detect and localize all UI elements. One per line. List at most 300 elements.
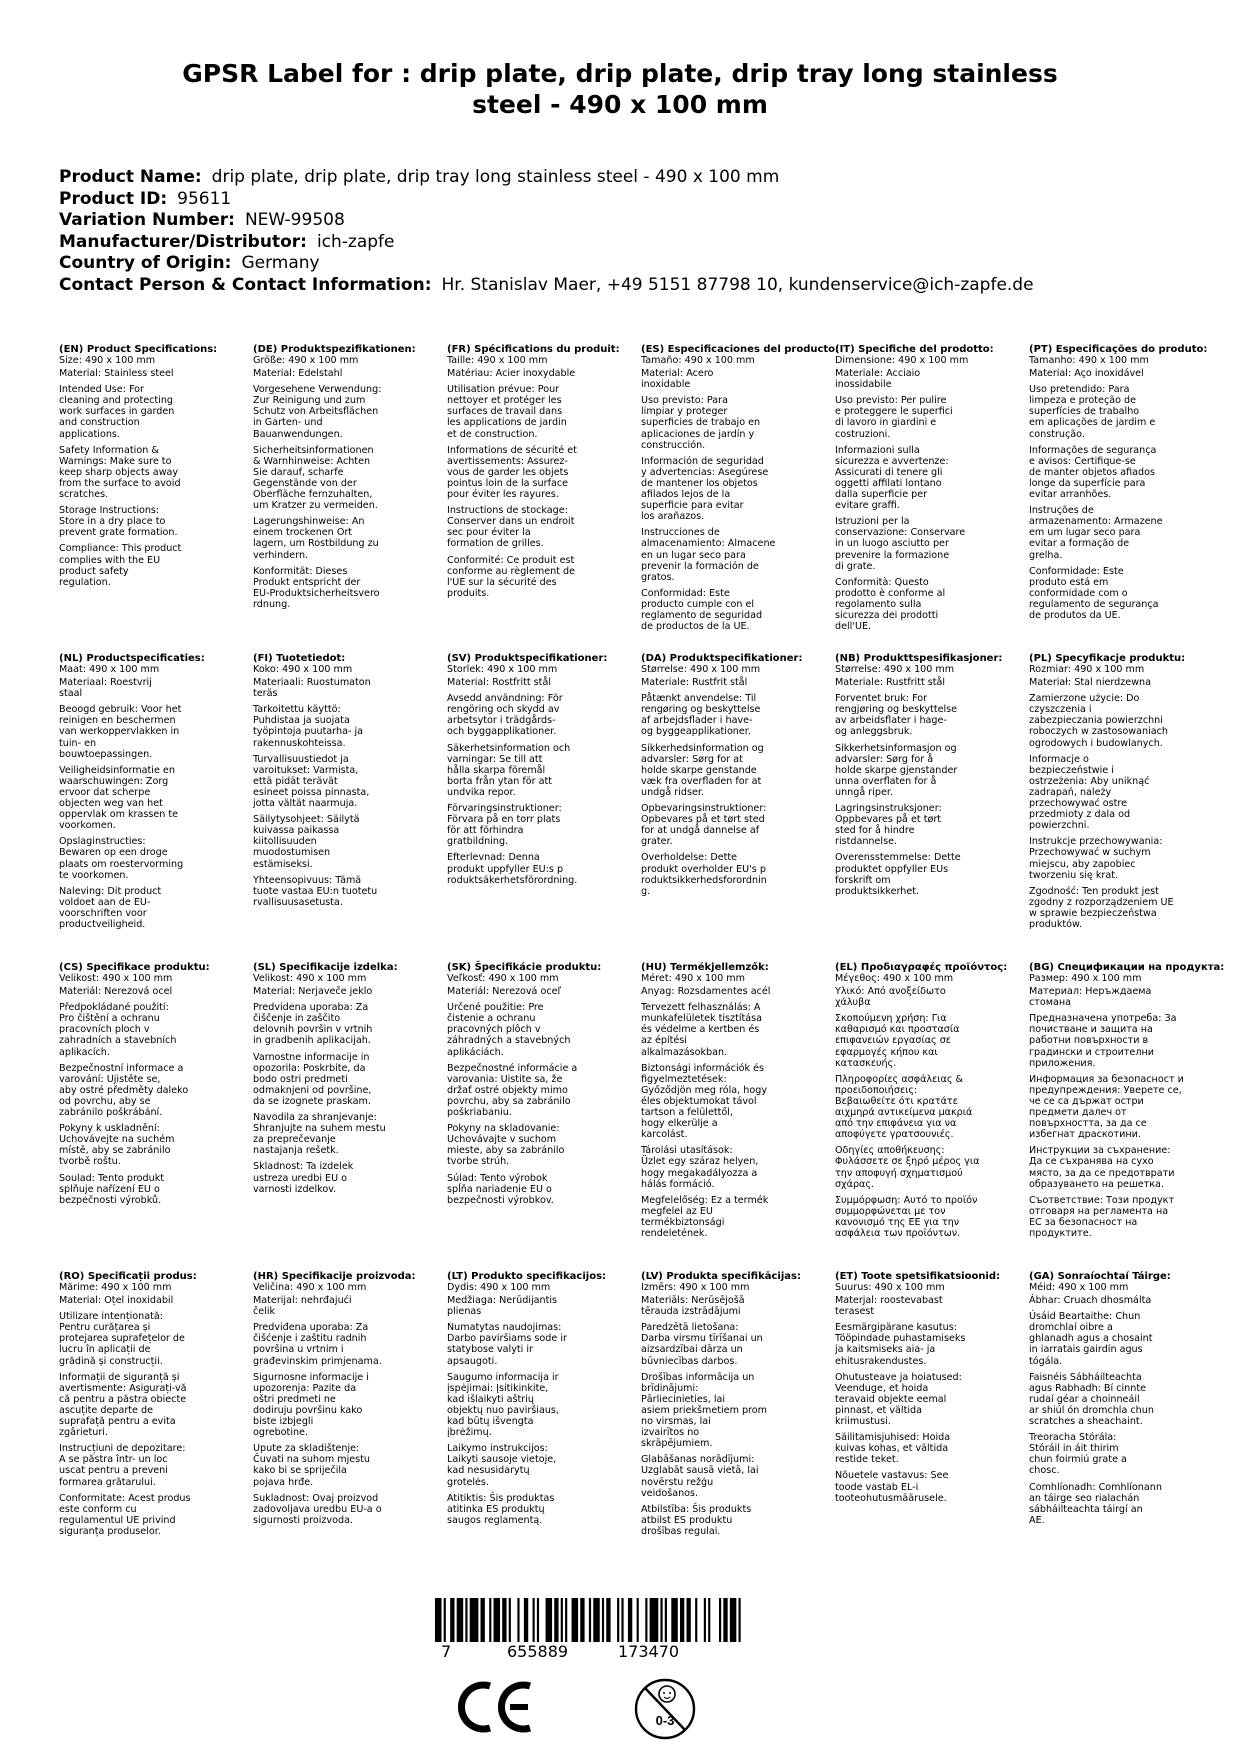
spec-line: holde skarpe gjenstander xyxy=(835,764,958,776)
spec-block xyxy=(59,962,227,1206)
spec-line: Material: Rostfritt stål xyxy=(447,677,551,689)
spec-line: Győződjön meg róla, hogy xyxy=(641,1084,767,1096)
spec-line: Treoracha Stórála: xyxy=(1029,1432,1117,1444)
spec-line: Bewaren op een droge xyxy=(59,847,168,859)
barcode-bar-39 xyxy=(719,1598,721,1642)
barcode-bar-5 xyxy=(470,1598,479,1642)
spec-line: oppervlak om krassen te xyxy=(59,809,179,821)
spec-line: Οδηγίες αποθήκευσης: xyxy=(835,1145,945,1157)
spec-line: sábháilteachta táirgí an xyxy=(1029,1503,1143,1515)
barcode-bar-11 xyxy=(517,1598,519,1642)
spec-line: Tamanho: 490 x 100 mm xyxy=(1029,355,1149,366)
spec-line: longe da superfície para xyxy=(1029,477,1146,489)
spec-heading: (LT) Produkto specifikacijos: xyxy=(447,1271,607,1282)
spec-line: aby ostré předměty daleko xyxy=(59,1084,189,1096)
spec-line: pointus loin de la surface xyxy=(447,477,569,489)
spec-line: toode vastab EL-i xyxy=(835,1481,919,1493)
spec-line: productveiligheid. xyxy=(59,918,146,930)
spec-line: Sikkerhedsinformation og xyxy=(641,742,764,754)
spec-line: kiitollisuuden xyxy=(253,836,317,848)
spec-line: Utilisation prévue: Pour xyxy=(447,384,560,396)
spec-line: e avisos: Certifique-se xyxy=(1029,455,1136,467)
spec-line: in un luogo asciutto per xyxy=(835,538,949,550)
spec-line: estämiseksi. xyxy=(253,858,313,870)
spec-line: reinigen en beschermen xyxy=(59,715,176,727)
spec-line: rendeletének. xyxy=(641,1227,708,1239)
spec-line: sigurnosti proizvoda. xyxy=(253,1514,353,1526)
spec-line: AE. xyxy=(1029,1514,1045,1526)
spec-line: Instrucțiuni de depozitare: xyxy=(59,1443,186,1455)
spec-line: Materjal: roostevabast xyxy=(835,1295,943,1307)
spec-line: Biztonsági információk és xyxy=(641,1062,764,1074)
spec-line: Veiligheidsinformatie en xyxy=(59,764,175,776)
spec-line: hålla skarpa föremål xyxy=(447,764,546,776)
spec-line: Mărime: 490 x 100 mm xyxy=(59,1282,172,1293)
spec-line: Skladnost: Ta izdelek xyxy=(253,1161,354,1173)
spec-line: prevenir la formación de xyxy=(641,560,759,572)
spec-line: saugos reglamentą. xyxy=(447,1514,543,1526)
spec-line: applications. xyxy=(59,428,120,440)
not-for-children-0-3-icon xyxy=(633,1675,697,1743)
spec-line: Súlad: Tento výrobok xyxy=(447,1172,548,1184)
spec-line: čelik xyxy=(253,1306,276,1318)
info-row-contact xyxy=(59,275,1034,297)
spec-line: zabránilo poškrábání. xyxy=(59,1107,163,1119)
spec-line: bezpieczeństwie i xyxy=(1029,764,1114,776)
spec-line: Информация за безопасност и xyxy=(1029,1073,1184,1085)
spec-line: em um lugar seco para xyxy=(1029,527,1141,539)
spec-line: työpintoja puutarha- ja xyxy=(253,726,364,738)
spec-line: Størrelse: 490 x 100 mm xyxy=(641,664,761,675)
spec-line: Φυλάσσετε σε ξηρό μέρος για xyxy=(835,1156,980,1168)
spec-line: ЕС за безопасност на xyxy=(1029,1216,1138,1228)
spec-line: scratches a sheachaint. xyxy=(1029,1416,1143,1428)
spec-line: Gegenstände von der xyxy=(253,477,357,489)
spec-line: Darba virsmu tīrīšanai un xyxy=(641,1333,763,1345)
spec-line: стомана xyxy=(1029,997,1072,1009)
spec-line: almacenamiento: Almacene xyxy=(641,538,776,550)
spec-heading: (FR) Spécifications du produit: xyxy=(447,344,620,355)
barcode-bar-6 xyxy=(481,1598,485,1642)
spec-line: Predvidena uporaba: Za xyxy=(253,1002,369,1014)
spec-line: inossidabile xyxy=(835,379,892,391)
barcode-bar-17 xyxy=(561,1598,563,1642)
spec-block xyxy=(253,1271,421,1526)
spec-line: novērstu režģu xyxy=(641,1476,714,1488)
spec-line: Säkerhetsinformation och xyxy=(447,742,571,754)
spec-line: Instructions de stockage: xyxy=(447,505,568,517)
barcode-bar-32 xyxy=(665,1598,667,1642)
spec-line: čišćenje i zaštitu radnih xyxy=(253,1333,367,1345)
info-value: drip plate, drip plate, drip tray long stainless steel - 490 x 100 mm xyxy=(211,167,780,187)
barcode-right-digits: 173470 xyxy=(618,1642,680,1661)
spec-line: че се са държат остри xyxy=(1029,1095,1144,1107)
spec-heading: (SV) Produktspecifikationer: xyxy=(447,653,608,664)
spec-block xyxy=(835,962,1008,1239)
barcode-bar-37 xyxy=(704,1598,706,1642)
spec-line: Úsáid Beartaithe: Chun xyxy=(1029,1311,1141,1323)
spec-line: evitare graffi. xyxy=(835,500,900,512)
barcode-bar-22 xyxy=(593,1598,600,1642)
spec-line: Predviđena uporaba: Za xyxy=(253,1322,369,1334)
spec-line: Uso pretendido: Para xyxy=(1029,384,1130,396)
spec-line: Conformité: Ce produit est xyxy=(447,554,575,566)
barcode-bar-19 xyxy=(572,1598,579,1642)
spec-line: regulamento de segurança xyxy=(1029,598,1159,610)
spec-heading: (IT) Specifiche del prodotto: xyxy=(835,344,994,355)
spec-line: Tervezett felhasználás: A xyxy=(641,1002,761,1014)
spec-line: Инструкции за съхранение: xyxy=(1029,1145,1171,1157)
spec-line: surfaces de travail dans xyxy=(447,406,563,418)
barcode-bar-14 xyxy=(537,1598,539,1642)
barcode xyxy=(435,1598,745,1642)
spec-line: Oberfläche fernzuhalten, xyxy=(253,489,373,501)
spec-line: povrchu, aby sa zabránilo xyxy=(447,1095,571,1107)
spec-line: lagern, um Rostbildung zu xyxy=(253,538,379,550)
spec-line: og anleggsbruk. xyxy=(835,726,913,738)
spec-line: čiščenje in zaščito xyxy=(253,1013,341,1025)
spec-line: af arbejdsflader i have- xyxy=(641,715,753,727)
spec-line: van werkoppervlakken in xyxy=(59,726,180,738)
spec-line: Saugumo informacija ir xyxy=(447,1371,559,1383)
spec-line: EU-Produktsicherheitsvero xyxy=(253,587,380,599)
spec-line: in iarratais gairdín agus xyxy=(1029,1344,1143,1356)
spec-line: tvorbě roštu. xyxy=(59,1156,121,1168)
spec-line: construcción. xyxy=(641,439,706,451)
spec-line: l'UE sur la sécurité des xyxy=(447,576,557,588)
spec-line: produktet oppfyller EUs xyxy=(835,863,949,875)
spec-line: plienas xyxy=(447,1306,482,1318)
spec-line: kriimustusi. xyxy=(835,1416,891,1428)
spec-line: Maat: 490 x 100 mm xyxy=(59,664,160,675)
spec-line: Laikymo instrukcijos: xyxy=(447,1443,548,1455)
spec-line: Zur Reinigung und zum xyxy=(253,395,366,407)
spec-line: evitar a formação de xyxy=(1029,538,1130,550)
barcode-bar-25 xyxy=(617,1598,619,1642)
barcode-bar-16 xyxy=(554,1598,558,1642)
spec-line: Instrukcje przechowywania: xyxy=(1029,836,1163,848)
barcode-bar-15 xyxy=(546,1598,553,1642)
spec-line: zgodny z rozporządzeniem UE xyxy=(1029,896,1174,908)
spec-line: Sie darauf, scharfe xyxy=(253,466,344,478)
spec-line: statybose valyti ir xyxy=(447,1344,533,1356)
spec-line: Uchovávajte v suchom xyxy=(447,1134,557,1146)
spec-line: aplikáciách. xyxy=(447,1046,504,1058)
spec-line: construção. xyxy=(1029,428,1085,440)
spec-line: rudaí géar a choinneáil xyxy=(1029,1393,1140,1405)
spec-line: objecten weg van het xyxy=(59,798,163,810)
spec-line: работни повърхности в xyxy=(1029,1035,1149,1047)
spec-line: ogrodowych i budowlanych. xyxy=(1029,737,1163,749)
spec-line: sicurezza dei prodotti xyxy=(835,609,939,621)
spec-line: atitinka ES produktų xyxy=(447,1503,545,1515)
info-value: Hr. Stanislav Maer, +49 5151 87798 10, kundenservice@ich-zapfe.de xyxy=(441,274,1034,295)
barcode-bar-28 xyxy=(637,1598,639,1642)
spec-line: Schutz von Arbeitsflächen xyxy=(253,406,379,418)
spec-line: Opbevaringsinstruktioner: xyxy=(641,803,767,815)
spec-line: rengjøring og beskyttelse xyxy=(835,704,958,716)
spec-line: Materiale: Acciaio xyxy=(835,368,921,380)
spec-heading: (HU) Termékjellemzők: xyxy=(641,962,769,973)
spec-line: įspėjimai: Įsitikinkite, xyxy=(447,1382,549,1394)
spec-block xyxy=(447,1271,615,1526)
info-label: Country of Origin: xyxy=(59,253,232,274)
spec-line: Vorgesehene Verwendung: xyxy=(253,384,382,396)
spec-line: voldoet aan de EU- xyxy=(59,896,151,908)
spec-line: advarsler: Sørg for å xyxy=(835,753,934,765)
barcode-left-digit: 7 xyxy=(441,1642,452,1661)
spec-line: građevinskim primjenama. xyxy=(253,1355,382,1367)
spec-line: избегнат драскотини. xyxy=(1029,1129,1141,1141)
spec-line: voorkomen. xyxy=(59,820,116,832)
spec-line: undgå ridser. xyxy=(641,786,704,798)
spec-line: Veenduge, et hoida xyxy=(835,1382,929,1394)
spec-block xyxy=(835,1271,1003,1504)
spec-line: produktsikkerhet. xyxy=(835,885,920,897)
spec-line: držať ostré objekty mimo xyxy=(447,1084,568,1096)
spec-line: Avsedd användning: För xyxy=(447,693,563,705)
spec-line: te voorkomen. xyxy=(59,869,129,881)
spec-line: tvorbe strúh. xyxy=(447,1156,510,1168)
spec-line: hálás formáció. xyxy=(641,1178,715,1190)
spec-line: Lagringsinstruksjoner: xyxy=(835,803,942,815)
spec-line: w sprawie bezpieczeństwa xyxy=(1029,907,1157,919)
spec-line: ostrzeżenia: Aby uniknąć xyxy=(1029,775,1150,787)
spec-line: oštri predmeti ne xyxy=(253,1393,336,1405)
spec-line: Veličina: 490 x 100 mm xyxy=(253,1282,367,1293)
spec-line: Laikyti sausoje vietoje, xyxy=(447,1454,557,1466)
spec-line: Comhlíonadh: Comhlíonann xyxy=(1029,1481,1162,1493)
spec-line: an táirge seo rialachán xyxy=(1029,1492,1140,1504)
spec-line: Material: Aço inoxidável xyxy=(1029,368,1144,380)
spec-line: em aplicações de jardim e xyxy=(1029,417,1156,429)
spec-line: armazenamento: Armazene xyxy=(1029,516,1163,528)
spec-line: Stóráil in áit thirim xyxy=(1029,1443,1119,1455)
spec-line: Materiál: Nerezová ocel xyxy=(59,986,173,998)
spec-line: Material: Stainless steel xyxy=(59,368,174,380)
spec-line: zgârieturi. xyxy=(59,1427,109,1439)
spec-line: Material: Oțel inoxidabil xyxy=(59,1295,174,1307)
spec-line: varovania: Uistite sa, že xyxy=(447,1073,563,1085)
spec-line: protejarea suprafețelor de xyxy=(59,1333,185,1345)
spec-line: holde skarpe genstande xyxy=(641,764,757,776)
spec-line: Материал: Неръждаема xyxy=(1029,986,1152,998)
spec-line: Koko: 490 x 100 mm xyxy=(253,664,353,675)
spec-line: Darbo paviršiams sode ir xyxy=(447,1333,567,1345)
spec-line: почистване и защита на xyxy=(1029,1024,1153,1036)
spec-heading: (BG) Спецификации на продукта: xyxy=(1029,962,1225,973)
spec-block xyxy=(835,344,1003,632)
spec-line: Πληροφορίες ασφάλειας & xyxy=(835,1073,963,1085)
spec-line: conservazione: Conservare xyxy=(835,527,966,539)
spec-line: Anyag: Rozsdamentes acél xyxy=(641,986,771,998)
spec-line: Uzglabāt sausā vietā, lai xyxy=(641,1465,759,1477)
spec-line: Materiale: Rustfrit stål xyxy=(641,677,748,689)
spec-line: cleaning and protecting xyxy=(59,395,174,407)
spec-line: et de construction. xyxy=(447,428,538,440)
spec-line: væk fra overfladen for at xyxy=(641,775,762,787)
spec-line: produits. xyxy=(447,587,490,599)
spec-line: Upute za skladištenje: xyxy=(253,1443,360,1455)
spec-line: предмети далеч от xyxy=(1029,1107,1127,1119)
spec-line: afilados lejos de la xyxy=(641,489,731,501)
info-label: Product ID: xyxy=(59,188,168,209)
barcode-bar-0 xyxy=(435,1598,442,1642)
barcode-bar-10 xyxy=(509,1598,511,1642)
spec-line: upozorenja: Pazite da xyxy=(253,1382,357,1394)
spec-line: jotta vältät naarmuja. xyxy=(253,798,358,810)
spec-block xyxy=(835,653,1003,897)
info-row-country xyxy=(59,253,1034,275)
spec-line: einem trockenen Ort xyxy=(253,527,353,539)
spec-line: od povrchu, aby se xyxy=(59,1095,151,1107)
spec-line: kad išlaikyti aštrių xyxy=(447,1393,534,1405)
spec-line: skrāpējumiem. xyxy=(641,1438,713,1450)
spec-line: lucru în aplicații de xyxy=(59,1344,151,1356)
spec-line: brīdinājumi: xyxy=(641,1382,699,1394)
spec-line: prodotto è conforme al xyxy=(835,587,946,599)
spec-line: för att förhindra xyxy=(447,825,524,837)
spec-line: superficie para evitar xyxy=(641,500,744,512)
barcode-mid-digits: 655889 xyxy=(507,1642,569,1661)
spec-block xyxy=(253,653,421,908)
spec-line: Materijal: nehrđajući xyxy=(253,1295,352,1307)
spec-line: muodostumisen xyxy=(253,847,331,859)
spec-line: отговаря на регламента на xyxy=(1029,1205,1169,1217)
spec-line: roduktsikkerhedsforordnin xyxy=(641,874,767,886)
spec-line: Size: 490 x 100 mm xyxy=(59,355,156,366)
spec-line: de manter objetos afiados xyxy=(1029,466,1155,478)
spec-line: ustreza uredbi EU o xyxy=(253,1172,348,1184)
spec-line: την αποφυγή σχηματισμού xyxy=(835,1167,963,1179)
spec-line: Съответствие: Този продукт xyxy=(1029,1194,1175,1206)
spec-line: vous de garder les objets xyxy=(447,466,569,478)
barcode-bar-26 xyxy=(621,1598,623,1642)
spec-line: objektų nuo paviršiaus, xyxy=(447,1404,559,1416)
spec-line: da se izognete praskam. xyxy=(253,1095,371,1107)
spec-line: kuivassa paikassa xyxy=(253,825,340,837)
spec-line: av arbeidsflater i hage- xyxy=(835,715,947,727)
spec-line: di grate. xyxy=(835,560,876,572)
spec-line: Предназначена употреба: За xyxy=(1029,1013,1177,1025)
spec-line: Nõuetele vastavus: See xyxy=(835,1470,949,1482)
spec-line: figyelmeztetések: xyxy=(641,1073,727,1085)
spec-line: grater. xyxy=(641,836,673,848)
barcode-bar-27 xyxy=(628,1598,632,1642)
spec-line: avertissements: Assurez- xyxy=(447,455,568,467)
spec-block xyxy=(447,344,620,599)
barcode-bar-35 xyxy=(686,1598,690,1642)
spec-block xyxy=(59,653,227,930)
spec-line: hogy elkerülje a xyxy=(641,1118,718,1130)
spec-line: bezpečnosti výrobků. xyxy=(59,1194,162,1206)
spec-line: Uso previsto: Para xyxy=(641,395,728,407)
spec-line: arbetsytor i trädgårds- xyxy=(447,715,556,727)
spec-line: prevenire la formazione xyxy=(835,549,950,561)
spec-line: en un lugar seco para xyxy=(641,549,746,561)
spec-line: biste izbjegli xyxy=(253,1416,314,1428)
spec-line: ervoor dat scherpe xyxy=(59,786,151,798)
spec-line: ristdannelse. xyxy=(835,836,898,848)
spec-line: limpeza e proteção de xyxy=(1029,395,1137,407)
spec-line: przedmioty z dala od xyxy=(1029,809,1131,821)
info-value: NEW-99508 xyxy=(244,210,345,231)
spec-line: Förvara på en torr plats xyxy=(447,814,561,826)
info-label: Product Name: xyxy=(59,167,202,187)
spec-line: Intended Use: For xyxy=(59,384,144,396)
spec-line: hogy megakadályozza a xyxy=(641,1167,758,1179)
spec-line: formarea grătarului. xyxy=(59,1476,156,1488)
spec-line: αιχμηρά αντικείμενα μακριά xyxy=(835,1107,973,1119)
spec-line: sted for å hindre xyxy=(835,825,915,837)
spec-line: Uchovávejte na suchém xyxy=(59,1134,175,1146)
spec-line: di lavoro in giardini e xyxy=(835,417,937,429)
spec-line: nastajanja rešetk. xyxy=(253,1145,339,1157)
barcode-bar-3 xyxy=(457,1598,464,1642)
spec-line: sec pour éviter la xyxy=(447,527,531,539)
spec-line: Izmērs: 490 x 100 mm xyxy=(641,1282,750,1293)
spec-line: Informations de sécurité et xyxy=(447,444,577,456)
spec-line: varování: Ujistěte se, xyxy=(59,1073,161,1085)
spec-line: ja kaitsmiseks aia- ja xyxy=(835,1344,936,1356)
spec-line: odmaknjeni od površine, xyxy=(253,1084,372,1096)
info-value: 95611 xyxy=(177,188,232,209)
spec-line: Dydis: 490 x 100 mm xyxy=(447,1282,551,1293)
spec-line: Veľkosť: 490 x 100 mm xyxy=(447,973,559,984)
spec-line: tuote vastaa EU:n tuotetu xyxy=(253,885,378,897)
barcode-bar-31 xyxy=(660,1598,662,1642)
spec-line: g. xyxy=(641,885,651,897)
spec-line: Atitiktis: Šis produktas xyxy=(447,1492,555,1504)
spec-line: Informacje o xyxy=(1029,753,1089,765)
spec-line: градински и строителни xyxy=(1029,1046,1154,1058)
barcode-bar-23 xyxy=(602,1598,604,1642)
spec-line: karcolást. xyxy=(641,1129,688,1141)
spec-line: că pentru a păstra obiecte xyxy=(59,1393,187,1405)
spec-line: and construction xyxy=(59,417,140,429)
spec-line: dell'UE. xyxy=(835,621,872,633)
spec-heading: (HR) Specifikacije proizvoda: xyxy=(253,1271,416,1282)
spec-line: čistenie a ochranu xyxy=(447,1013,536,1025)
spec-line: Numatytas naudojimas: xyxy=(447,1322,562,1334)
spec-line: καθαρισμό και προστασία xyxy=(835,1024,960,1036)
spec-line: Conformitate: Acest produs xyxy=(59,1492,191,1504)
page-title xyxy=(120,58,1120,120)
spec-line: e proteggere le superfici xyxy=(835,406,953,418)
spec-line: Bezpečnostní informace a xyxy=(59,1062,184,1074)
spec-line: Размер: 490 x 100 mm xyxy=(1029,973,1142,984)
spec-line: de mantener los objetos xyxy=(641,477,758,489)
spec-line: dodiruju površinu kako xyxy=(253,1404,363,1416)
spec-heading: (ES) Especificaciones del producto: xyxy=(641,344,840,355)
spec-line: esineet poissa pinnasta, xyxy=(253,786,370,798)
spec-line: Store in a dry place to xyxy=(59,516,166,528)
spec-line: staal xyxy=(59,688,83,700)
spec-line: Méid: 490 x 100 mm xyxy=(1029,1282,1129,1293)
spec-line: Υλικό: Από ανοξείδωτο xyxy=(835,986,946,998)
spec-line: varnosti izdelkov. xyxy=(253,1183,337,1195)
spec-line: Yhteensopivuus: Tämä xyxy=(253,874,362,886)
spec-line: for at undgå dannelse af xyxy=(641,825,760,837)
spec-line: повърхността, за да се xyxy=(1029,1118,1147,1130)
spec-line: приложения. xyxy=(1029,1057,1096,1069)
spec-line: Compliance: This product xyxy=(59,543,182,555)
spec-block xyxy=(641,344,840,633)
spec-line: Opslaginstructies: xyxy=(59,836,146,848)
spec-line: powierzchni. xyxy=(1029,820,1090,832)
spec-line: Uso previsto: Per pulire xyxy=(835,395,947,407)
spec-line: spĺňa nariadenie EU o xyxy=(447,1183,552,1195)
